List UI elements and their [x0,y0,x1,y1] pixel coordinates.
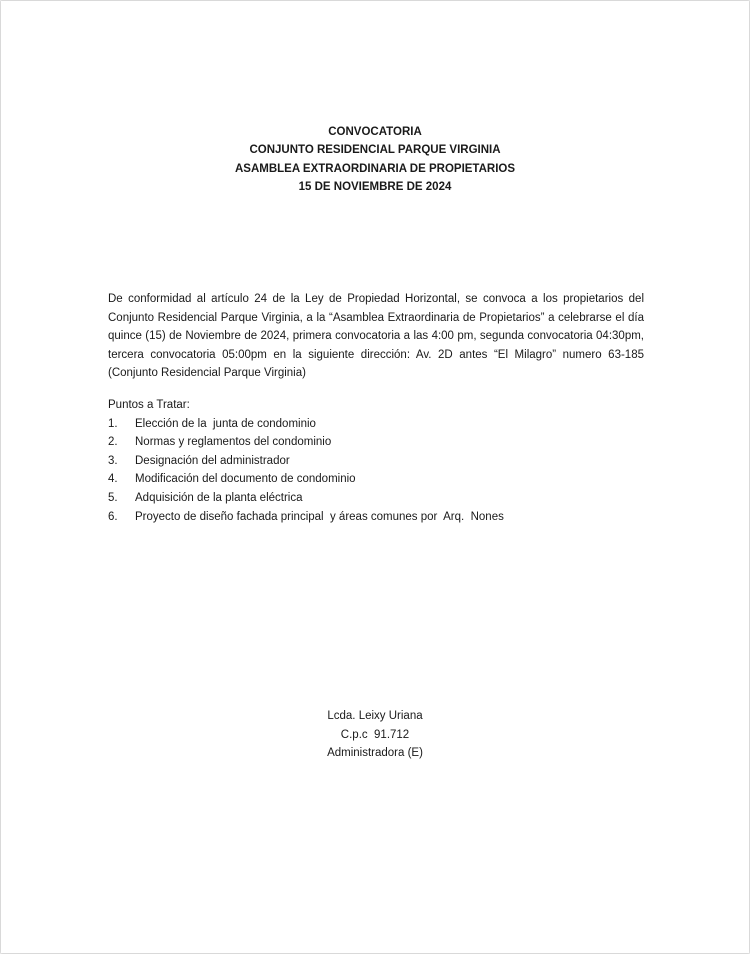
agenda-item [108,415,504,434]
signatory-name: Lcda. Leixy Uriana [327,710,423,722]
agenda-item-number: 5. [108,491,118,504]
heading-assembly-type: ASAMBLEA EXTRAORDINARIA DE PROPIETARIOS [234,162,516,175]
agenda-item-text: Designación del administrador [135,454,290,467]
agenda-item [108,489,504,508]
agenda-item [108,470,504,489]
agenda-item-number: 3. [108,454,118,467]
agenda-item-number: 6. [108,510,118,523]
agenda-section [108,396,504,526]
agenda-item [108,508,504,527]
agenda-item-text: Normas y reglamentos del condominio [135,436,332,449]
heading-title: CONVOCATORIA [328,126,422,138]
signature-block [1,707,749,763]
agenda-list [108,415,504,527]
agenda-item-text: Proyecto de diseño fachada principal y áreas comunes por Arq. Nones [135,510,504,523]
signatory-id: C.p.c 91.712 [340,728,410,741]
agenda-item [108,433,504,452]
agenda-item-text: Modificación del documento de condominio [135,473,356,486]
agenda-item-number: 4. [108,473,118,486]
agenda-title: Puntos a Tratar: [108,399,190,411]
heading-date: 15 DE NOVIEMBRE DE 2024 [298,180,452,193]
agenda-item-number: 1. [108,417,118,430]
signatory-role: Administradora (E) [327,747,423,760]
agenda-item-text: Adquisición de la planta eléctrica [135,491,303,504]
agenda-item-number: 2. [108,436,118,449]
agenda-item-text: Elección de la junta de condominio [135,417,316,430]
agenda-item [108,452,504,471]
heading-organization: CONJUNTO RESIDENCIAL PARQUE VIRGINIA [249,144,501,157]
document-page [1,1,749,953]
document-heading [1,123,749,196]
convocation-paragraph: De conformidad al artículo 24 de la Ley de Propiedad Horizontal, se convoca a los propietarios del Conjunto Residencial Parque Virginia, a la “Asamblea Extraordinaria de Propietarios” a celebrarse el día quince (15) de Noviembre de 2024, primera convocatoria a las 4:00 pm, segunda convocatoria 04:30pm, tercera convocatoria 05:00pm en la siguiente dirección: Av. 2D antes “El Milagro” numero 63-185 (Conjunto Residencial Parque Virginia) [108,293,644,380]
